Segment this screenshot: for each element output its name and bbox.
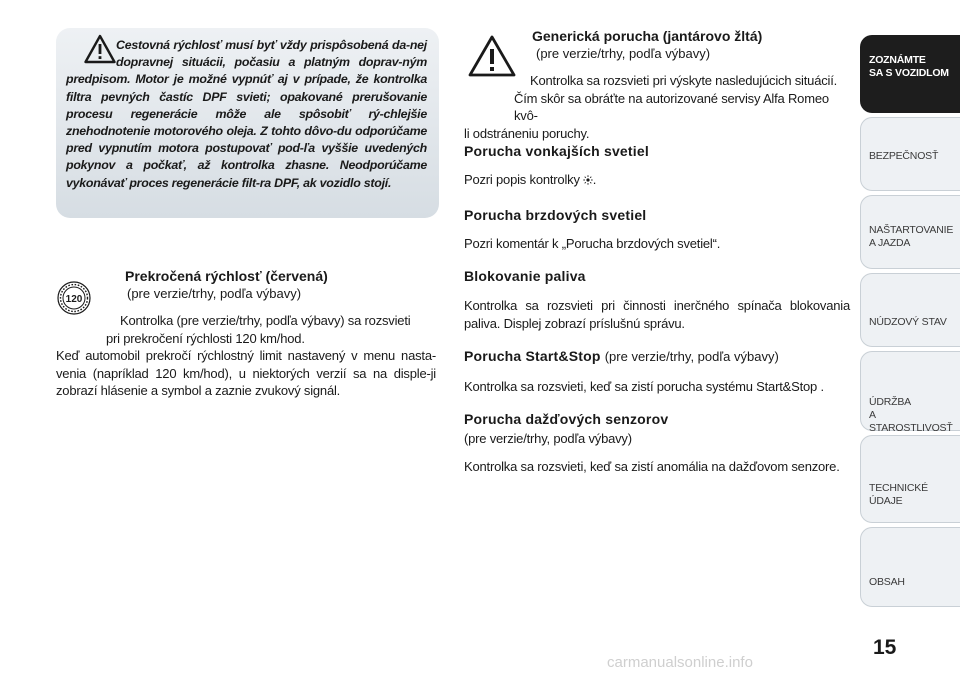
tab-technicke-udaje[interactable] [860,435,960,523]
generic-line-1: Kontrolka sa rozsvieti pri výskyte nasledujúcich situácií. [530,73,838,88]
brake-title: Porucha brzdových svetiel [464,207,647,223]
warning-triangle-icon [84,34,116,64]
speed-limit-icon [57,281,91,315]
tab-obsah[interactable] [860,527,960,607]
tab-zoznamte[interactable] [860,35,960,113]
speed-line-3: Keď automobil prekročí rýchlostný limit nastavený v menu nasta-venia (napríklad 120 km/hod), u niektorých verzií sa na disple-ji zobrazí hlásenie a symbol a zaznie zvukový signál. [56,348,436,398]
startstop-title: Porucha Start&Stop [464,348,601,364]
generic-body [464,72,847,142]
generic-subtitle: (pre verzie/trhy, podľa výbavy) [536,46,711,61]
lights-title: Porucha vonkajších svetiel [464,143,649,159]
startstop-heading [464,348,779,364]
lights-text [464,171,850,189]
tab-label: A JAZDA [869,237,911,249]
tab-label: NAŠTARTOVANIE [869,224,954,236]
fuel-title: Blokovanie paliva [464,268,586,284]
rain-text: Kontrolka sa rozsvieti, keď sa zistí anomália na dažďovom senzore. [464,459,840,474]
speed-limit-label: 120 [65,294,83,305]
speed-line-1: Kontrolka (pre verzie/trhy, podľa výbavy) sa rozsvieti [120,313,411,328]
fuel-text: Kontrolka sa rozsvieti pri činnosti inerčného spínača blokovania paliva. Displej zobrazí príslušnú správu. [464,298,850,331]
generic-title: Generická porucha (jantárovo žltá) [532,28,763,44]
tab-bezpecnost[interactable] [860,117,960,191]
speed-body [56,312,436,400]
page-number: 15 [873,636,897,659]
warning-text: Cestovná rýchlosť musí byť vždy prispôsobená da-nej dopravnej situácii, počasiu a platným doprav-ným predpisom. Motor je možné vypnúť aj v prípade, že kontrolka filtra pevných častíc DPF svieti; opakované prerušovanie procesu regenerácie môže ale spôsobiť rý-chlejšie znehodnotenie motorového oleja. Z tohto dôvo-du odporúčame pred vypnutím motora postupovať pod-ľa vyššie uvedených pokynov a počkať, až kontrolka zhasne. Neodporúčame vykonávať proces regenerácie filt-ra DPF, ak vozidlo stojí. [66,38,427,190]
rain-title: Porucha dažďových senzorov [464,411,669,427]
tab-nudzovy-stav[interactable] [860,273,960,347]
warning-box [56,28,439,218]
tab-label: OBSAH [869,576,905,588]
tab-label: ÚDAJE [869,495,903,507]
speed-line-2: pri prekročení rýchlosti 120 km/hod. [106,330,305,346]
tab-label: ZOZNÁMTE [869,54,926,66]
brake-text: Pozri komentár k „Porucha brzdových svetiel“. [464,236,721,251]
rain-subtitle: (pre verzie/trhy, podľa výbavy) [464,431,632,446]
tab-label: ÚDRŽBA [869,396,911,408]
tab-udrzba[interactable] [860,351,960,434]
lights-text-end: . [592,172,597,187]
tab-label: BEZPEČNOSŤ [869,150,939,162]
startstop-text: Kontrolka sa rozsvieti, keď sa zistí porucha systému Start&Stop . [464,379,824,394]
tab-label: SA S VOZIDLOM [869,67,949,79]
speed-subtitle: (pre verzie/trhy, podľa výbavy) [127,286,302,301]
tab-nastartovanie[interactable] [860,195,960,269]
generic-line-2: Čím skôr sa obráťte na autorizované servisy Alfa Romeo kvô- [514,90,829,123]
light-symbol-icon [583,175,593,185]
lights-text-main: Pozri popis kontrolky [464,172,580,187]
tab-label: A STAROSTLIVOSŤ [869,409,953,434]
speed-title: Prekročená rýchlosť (červená) [125,268,328,284]
startstop-subtitle: (pre verzie/trhy, podľa výbavy) [604,349,779,364]
watermark: carmanualsonline.info [607,654,753,671]
tab-label: NÚDZOVÝ STAV [869,316,947,328]
tab-label: TECHNICKÉ [869,482,928,494]
generic-line-3: li odstráneniu poruchy. [464,125,590,141]
